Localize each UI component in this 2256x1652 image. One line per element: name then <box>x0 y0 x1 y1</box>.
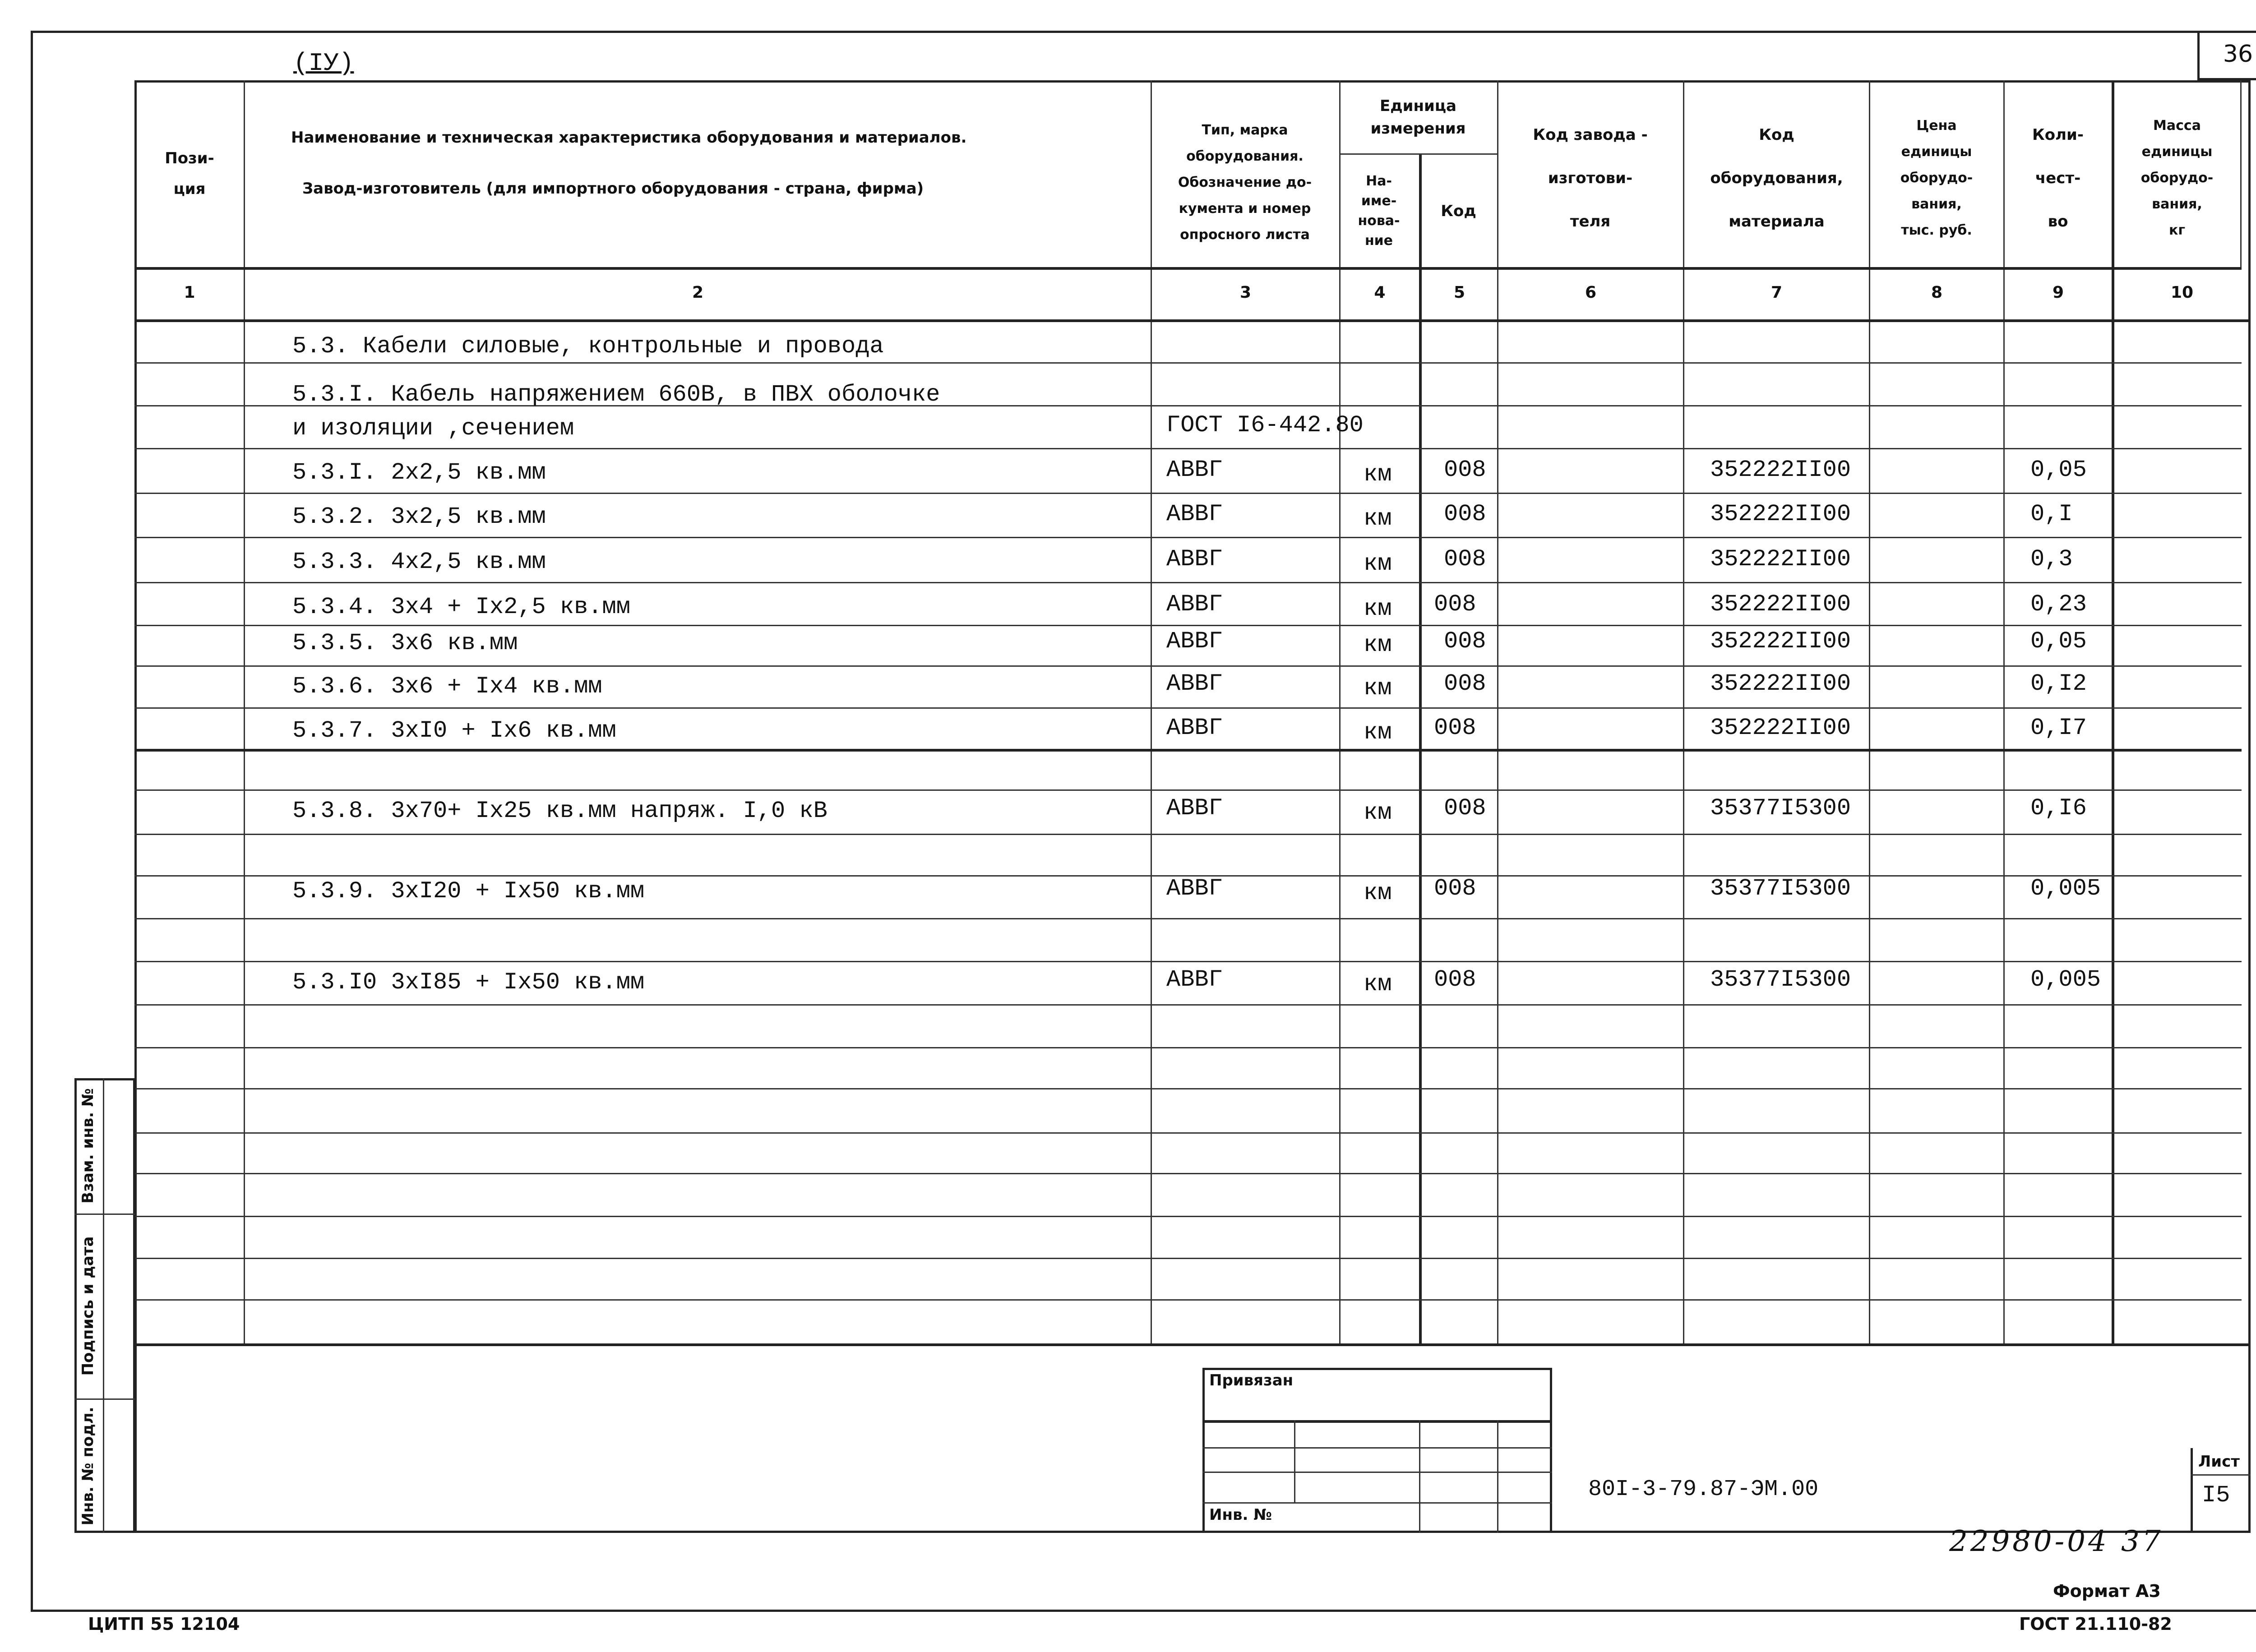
row-unit: км <box>1364 505 1392 532</box>
row-code: 008 <box>1434 875 1476 902</box>
col-line-7 <box>1869 80 1870 1343</box>
row-name: и изоляции ,сечением <box>292 415 574 442</box>
row-line <box>134 834 2242 835</box>
row-type: АВВГ <box>1166 591 1223 618</box>
row-name: 5.3.I. 2x2,5 кв.мм <box>292 459 546 486</box>
row-qty: 0,05 <box>2030 628 2087 655</box>
row-equip-code: 352222II00 <box>1710 628 1851 655</box>
stamp-col <box>1419 1420 1420 1533</box>
row-line <box>134 362 2242 364</box>
row-line <box>134 1173 2242 1174</box>
row-name: 5.3.6. 3x6 + Ix4 кв.мм <box>292 673 602 700</box>
row-line <box>134 582 2242 583</box>
row-code: 008 <box>1444 457 1486 483</box>
row-code: 008 <box>1444 670 1486 697</box>
row-name: 5.3.4. 3x4 + Ix2,5 кв.мм <box>292 594 630 620</box>
colnum-4: 4 <box>1374 283 1386 302</box>
colnum-8: 8 <box>1931 283 1943 302</box>
col-line-9 <box>2112 80 2114 1343</box>
row-qty: 0,3 <box>2030 546 2073 572</box>
colnum-bottom <box>134 319 2251 322</box>
row-type: АВВГ <box>1166 715 1223 741</box>
row-line <box>134 789 2242 791</box>
row-equip-code: 352222II00 <box>1710 591 1851 618</box>
header-name-line1: Наименование и техническая характеристика оборудования и материалов. <box>291 129 967 147</box>
row-line <box>134 918 2242 919</box>
row-unit: км <box>1364 799 1392 826</box>
colnum-1: 1 <box>184 283 195 302</box>
header-bottom <box>134 267 2242 270</box>
row-unit: км <box>1364 461 1392 488</box>
row-line <box>134 961 2242 962</box>
row-equip-code: 352222II00 <box>1710 546 1851 572</box>
stamp-col <box>1497 1420 1498 1533</box>
stamp-inv-no: Инв. № <box>1209 1506 1272 1524</box>
colnum-6: 6 <box>1585 283 1597 302</box>
row-unit: км <box>1364 632 1392 658</box>
colnum-5: 5 <box>1453 283 1465 302</box>
side-label-vzam: Взам. инв. № <box>79 1088 97 1204</box>
gost-label: ГОСТ 21.110-82 <box>2019 1614 2172 1634</box>
col-line-8 <box>2003 80 2005 1343</box>
col-line-6 <box>1683 80 1684 1343</box>
row-qty: 0,005 <box>2030 966 2101 993</box>
privyazan-label: Привязан <box>1209 1371 1294 1389</box>
row-type: АВВГ <box>1166 966 1223 993</box>
row-code: 008 <box>1444 546 1486 572</box>
row-equip-code: 352222II00 <box>1710 670 1851 697</box>
row-code: 008 <box>1444 501 1486 527</box>
col-line-1 <box>244 80 245 1343</box>
list-box-split <box>2191 1474 2251 1476</box>
header-position: Пози- ция <box>165 149 214 198</box>
colnum-9: 9 <box>2052 283 2064 302</box>
row-qty: 0,I2 <box>2030 670 2087 697</box>
side-stamp-divider <box>103 1078 104 1533</box>
row-equip-code: 35377I5300 <box>1710 966 1851 993</box>
privyazan-line <box>1202 1420 1552 1423</box>
header-type: Тип, марка оборудования. Обозначение до- кумента и номер опросного листа <box>1178 122 1312 243</box>
section-mark: (IУ) <box>293 49 354 78</box>
row-line <box>134 1216 2242 1217</box>
row-type: ГОСТ I6-442.80 <box>1166 412 1364 438</box>
row-code: 008 <box>1434 715 1476 741</box>
row-type: АВВГ <box>1166 875 1223 902</box>
row-type: АВВГ <box>1166 795 1223 821</box>
row-line <box>134 1132 2242 1134</box>
row-name: 5.3.8. 3x70+ Ix25 кв.мм напряж. I,0 кВ <box>292 798 828 824</box>
row-name: 5.3.I. Кабель напряжением 660В, в ПВХ оболочке <box>292 381 940 408</box>
colnum-3: 3 <box>1239 283 1252 302</box>
col-line-5 <box>1497 80 1498 1343</box>
stamp-line <box>1202 1447 1552 1449</box>
header-unit-split <box>1339 153 1497 155</box>
colnum-10: 10 <box>2170 283 2194 302</box>
row-equip-code: 352222II00 <box>1710 457 1851 483</box>
row-equip-code: 352222II00 <box>1710 715 1851 741</box>
row-code: 008 <box>1444 795 1486 821</box>
row-line <box>134 707 2242 709</box>
row-line <box>134 1047 2242 1048</box>
header-unit: Единица измерения <box>1370 97 1466 138</box>
handwritten-number: 22980-04 37 <box>1949 1525 2164 1558</box>
header-plant-code: Код завода - изготови- теля <box>1533 126 1648 231</box>
row-qty: 0,I6 <box>2030 795 2087 821</box>
row-qty: 0,23 <box>2030 591 2087 618</box>
format-label: Формат А3 <box>2053 1581 2161 1601</box>
header-unit-name: На- име- нова- ние <box>1358 173 1400 249</box>
row-name: 5.3.2. 3x2,5 кв.мм <box>292 503 546 530</box>
row-unit: км <box>1364 719 1392 746</box>
header-mass: Масса единицы оборудо- вания, кг <box>2140 118 2214 238</box>
row-equip-code: 352222II00 <box>1710 501 1851 527</box>
row-unit: км <box>1364 880 1392 906</box>
row-unit: км <box>1364 675 1392 701</box>
row-type: АВВГ <box>1166 457 1223 483</box>
side-label-inv-podl: Инв. № подл. <box>79 1407 97 1526</box>
stamp-line <box>1202 1472 1552 1473</box>
row-line <box>134 1299 2242 1301</box>
col-line-2 <box>1151 80 1152 1343</box>
row-type: АВВГ <box>1166 670 1223 697</box>
row-code: 008 <box>1444 628 1486 655</box>
row-qty: 0,I7 <box>2030 715 2087 741</box>
row-qty: 0,05 <box>2030 457 2087 483</box>
colnum-7: 7 <box>1771 283 1783 302</box>
body-bottom <box>134 1343 2251 1346</box>
row-unit: км <box>1364 595 1392 622</box>
row-line <box>134 493 2242 494</box>
row-equip-code: 35377I5300 <box>1710 875 1851 902</box>
row-type: АВВГ <box>1166 628 1223 655</box>
row-line <box>134 1088 2242 1089</box>
header-equip-code: Код оборудования, материала <box>1710 126 1843 231</box>
row-line <box>134 749 2242 752</box>
row-line <box>134 1258 2242 1259</box>
row-qty: 0,005 <box>2030 875 2101 902</box>
sheet-number-top: 36 <box>2223 41 2253 68</box>
row-name: 5.3.7. 3xI0 + Ix6 кв.мм <box>292 717 616 744</box>
header-qty: Коли- чест- во <box>2032 126 2084 231</box>
row-line <box>134 665 2242 667</box>
row-name: 5.3.3. 4x2,5 кв.мм <box>292 549 546 575</box>
row-unit: км <box>1364 550 1392 577</box>
row-type: АВВГ <box>1166 546 1223 572</box>
row-code: 008 <box>1434 966 1476 993</box>
header-unit-code: Код <box>1441 202 1476 220</box>
side-stamp-split <box>74 1214 135 1215</box>
row-qty: 0,I <box>2030 501 2073 527</box>
colnum-2: 2 <box>692 283 704 302</box>
row-name: 5.3.I0 3xI85 + Ix50 кв.мм <box>292 969 645 996</box>
stamp-col <box>1294 1420 1295 1502</box>
row-name: 5.3.9. 3xI20 + Ix50 кв.мм <box>292 878 645 904</box>
row-line <box>134 448 2242 449</box>
col-line-3 <box>1339 80 1341 1343</box>
citp-label: ЦИТП 55 12104 <box>88 1614 240 1634</box>
row-line <box>134 1004 2242 1006</box>
list-label: Лист <box>2198 1453 2240 1471</box>
header-price: Цена единицы оборудо- вания, тыс. руб. <box>1900 118 1973 238</box>
row-name: 5.3.5. 3x6 кв.мм <box>292 630 518 656</box>
row-name: 5.3. Кабели силовые, контрольные и провода <box>292 333 884 360</box>
header-name-line2: Завод-изготовитель (для импортного оборудования - страна, фирма) <box>302 180 924 198</box>
side-label-podpis: Подпись и дата <box>79 1236 97 1376</box>
row-unit: км <box>1364 971 1392 997</box>
stamp-line <box>1202 1502 1552 1504</box>
col-line-10 <box>2240 80 2242 270</box>
row-equip-code: 35377I5300 <box>1710 795 1851 821</box>
doc-code: 80I-3-79.87-ЭМ.00 <box>1588 1477 1819 1502</box>
row-line <box>134 625 2242 626</box>
row-code: 008 <box>1434 591 1476 618</box>
row-line <box>134 537 2242 538</box>
list-number: I5 <box>2202 1482 2230 1509</box>
row-type: АВВГ <box>1166 501 1223 527</box>
